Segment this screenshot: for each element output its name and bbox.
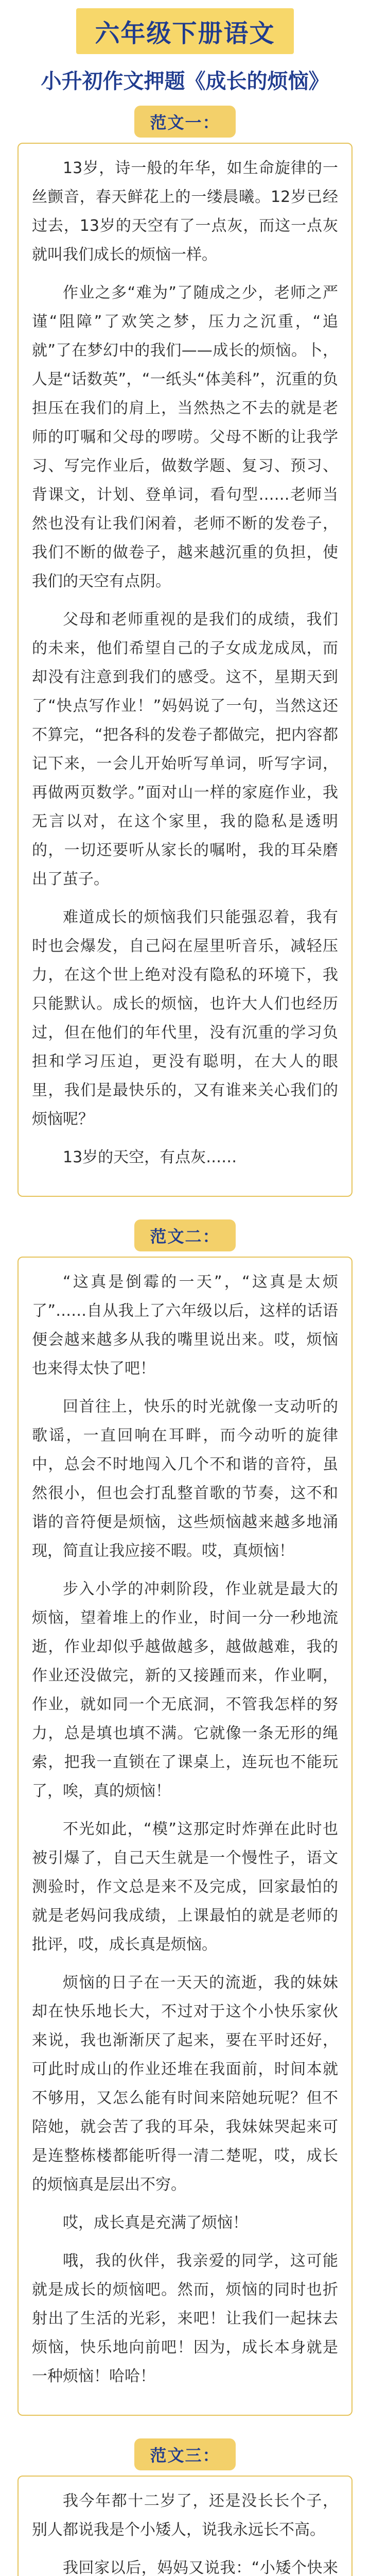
paragraph: 难道成长的烦恼我们只能强忍着，我有时也会爆发，自己闷在屋里听音乐，减轻压力，在这个世上绝对没有隐私的环境下，我只能默认。成长的烦恼，也许大人们也经历过，但在他们的年代里，没有沉重的学习负担和学习压迫，更没有聪明，在大人的眼里，我们是最快乐的，又有谁来关心我们的烦恼呢？: [32, 908, 338, 1128]
paragraph: 作业之多“难为”了随成之少，老师之严谨“阻障”了欢笑之梦，压力之沉重，“追就”了在梦幻中的我们——成长的烦恼。卜，人是“话数英”，“一纸头“体美科”，沉重的负担压在我们的肩上，当然热之不去的就是老师的叮嘱和父母的啰唠。父母不断的让我学习、写完作业后，做数学题、复习、预习、背课文，计划、登单词，看句型……老师当然也没有让我们闲着，老师不断的发卷子，我们不断的做卷子，越来越沉重的负担，使我们的天空有点阴。: [32, 284, 338, 590]
title-area: [0, 0, 370, 62]
essay-card: [17, 1257, 353, 2416]
paragraph: 13岁，诗一般的年华，如生命旋律的一丝颤音，春天鲜花上的一缕晨曦。12岁已经过去，13岁的天空有了一点灰，而这一点灰就叫我们成长的烦恼一样。: [32, 159, 338, 264]
paragraph: 回首往上，快乐的时光就像一支动听的歌谣，一直回响在耳畔，而今动听的旋律中，总会不时地闯入几个不和谐的音符，虽然很小，但也会打乱整首歌的节奏，这不和谐的音符便是烦恼，这些烦恼越来越多地涌现，简直让我应接不暇。哎，真烦恼！: [32, 1398, 338, 1560]
paragraph: 13岁的天空，有点灰……: [63, 1148, 237, 1166]
paragraph: 步入小学的冲刺阶段，作业就是最大的烦恼，望着堆上的作业，时间一分一秒地流逝，作业却似乎越做越多，越做越难，我的作业还没做完，新的又接踵而来，作业啊，作业，就如同一个无底洞，不管我怎样的努力，总是填也填不满。它就像一条无形的绳索，把我一直锁在了课桌上，连玩也不能玩了，唉，真的烦恼！: [32, 1580, 338, 1800]
section-label: 范文三：: [134, 2438, 235, 2470]
page-subtitle: 小升初作文押题《成长的烦恼》: [41, 70, 329, 93]
essay-section-3: [0, 2438, 370, 2576]
paragraph: “这真是倒霉的一天”，“这真是太烦了”……自从我上了六年级以后，这样的话语便会越来越多从我的嘴里说出来。哎，烦恼也来得太快了吧！: [32, 1273, 338, 1378]
paragraph: 不光如此，“模”这那定时炸弹在此时也被引爆了，自己天生就是一个慢性子，语文测验时，作文总是来不及完成，回家最怕的就是老妈问我成绩，上课最怕的就是老师的批评，哎，成长真是烦恼。: [32, 1820, 338, 1954]
paragraph: 哎，成长真是充满了烦恼！: [63, 2214, 248, 2232]
essay-section-2: [0, 1219, 370, 2416]
essay-card: [17, 143, 353, 1197]
essay-section-1: [0, 106, 370, 1197]
paragraph: 我回家以后，妈妈又说我：“小矮个快来: [63, 2559, 338, 2576]
paragraph: 哦，我的伙伴，我亲爱的同学，这可能就是成长的烦恼吧。然而，烦恼的同时也折射出了生活的光彩，来吧！让我们一起抹去烦恼，快乐地向前吧！因为，成长本身就是一种烦恼！哈哈！: [32, 2252, 338, 2385]
section-label: 范文一：: [134, 106, 235, 138]
paragraph: 我今年都十二岁了，还是没长长个子，别人都说我是个小矮人，说我永远长不高。: [32, 2492, 338, 2539]
paragraph: 烦恼的日子在一天天的流逝，我的妹妹却在快乐地长大，不过对于这个小快乐家伙来说，我也渐渐厌了起来，要在平时还好，可此时成山的作业还堆在我面前，时间本就不够用，又怎么能有时间来陪她玩呢？但不陪她，就会苦了我的耳朵，我妹妹哭起来可是连整栋楼都能听得一清二楚呢，哎，成长的烦恼真是层出不穷。: [32, 1974, 338, 2194]
page-title: 六年级下册语文: [76, 8, 293, 54]
paragraph: 父母和老师重视的是我们的成绩，我们的未来，他们希望自己的子女成龙成凤，而却没有注意到我们的感受。这不，星期天到了“快点写作业！”妈妈说了一句，当然这还不算完，“把各科的发卷子都做完，把内容都记下来，一会儿开始听写单词，听写字词，再做两页数学。”面对山一样的家庭作业，我无言以对，在这个家里，我的隐私是透明的，一切还要听从家长的嘱咐，我的耳朵磨出了茧子。: [32, 611, 338, 888]
section-label: 范文二：: [134, 1219, 235, 1251]
essay-card: [17, 2476, 353, 2576]
